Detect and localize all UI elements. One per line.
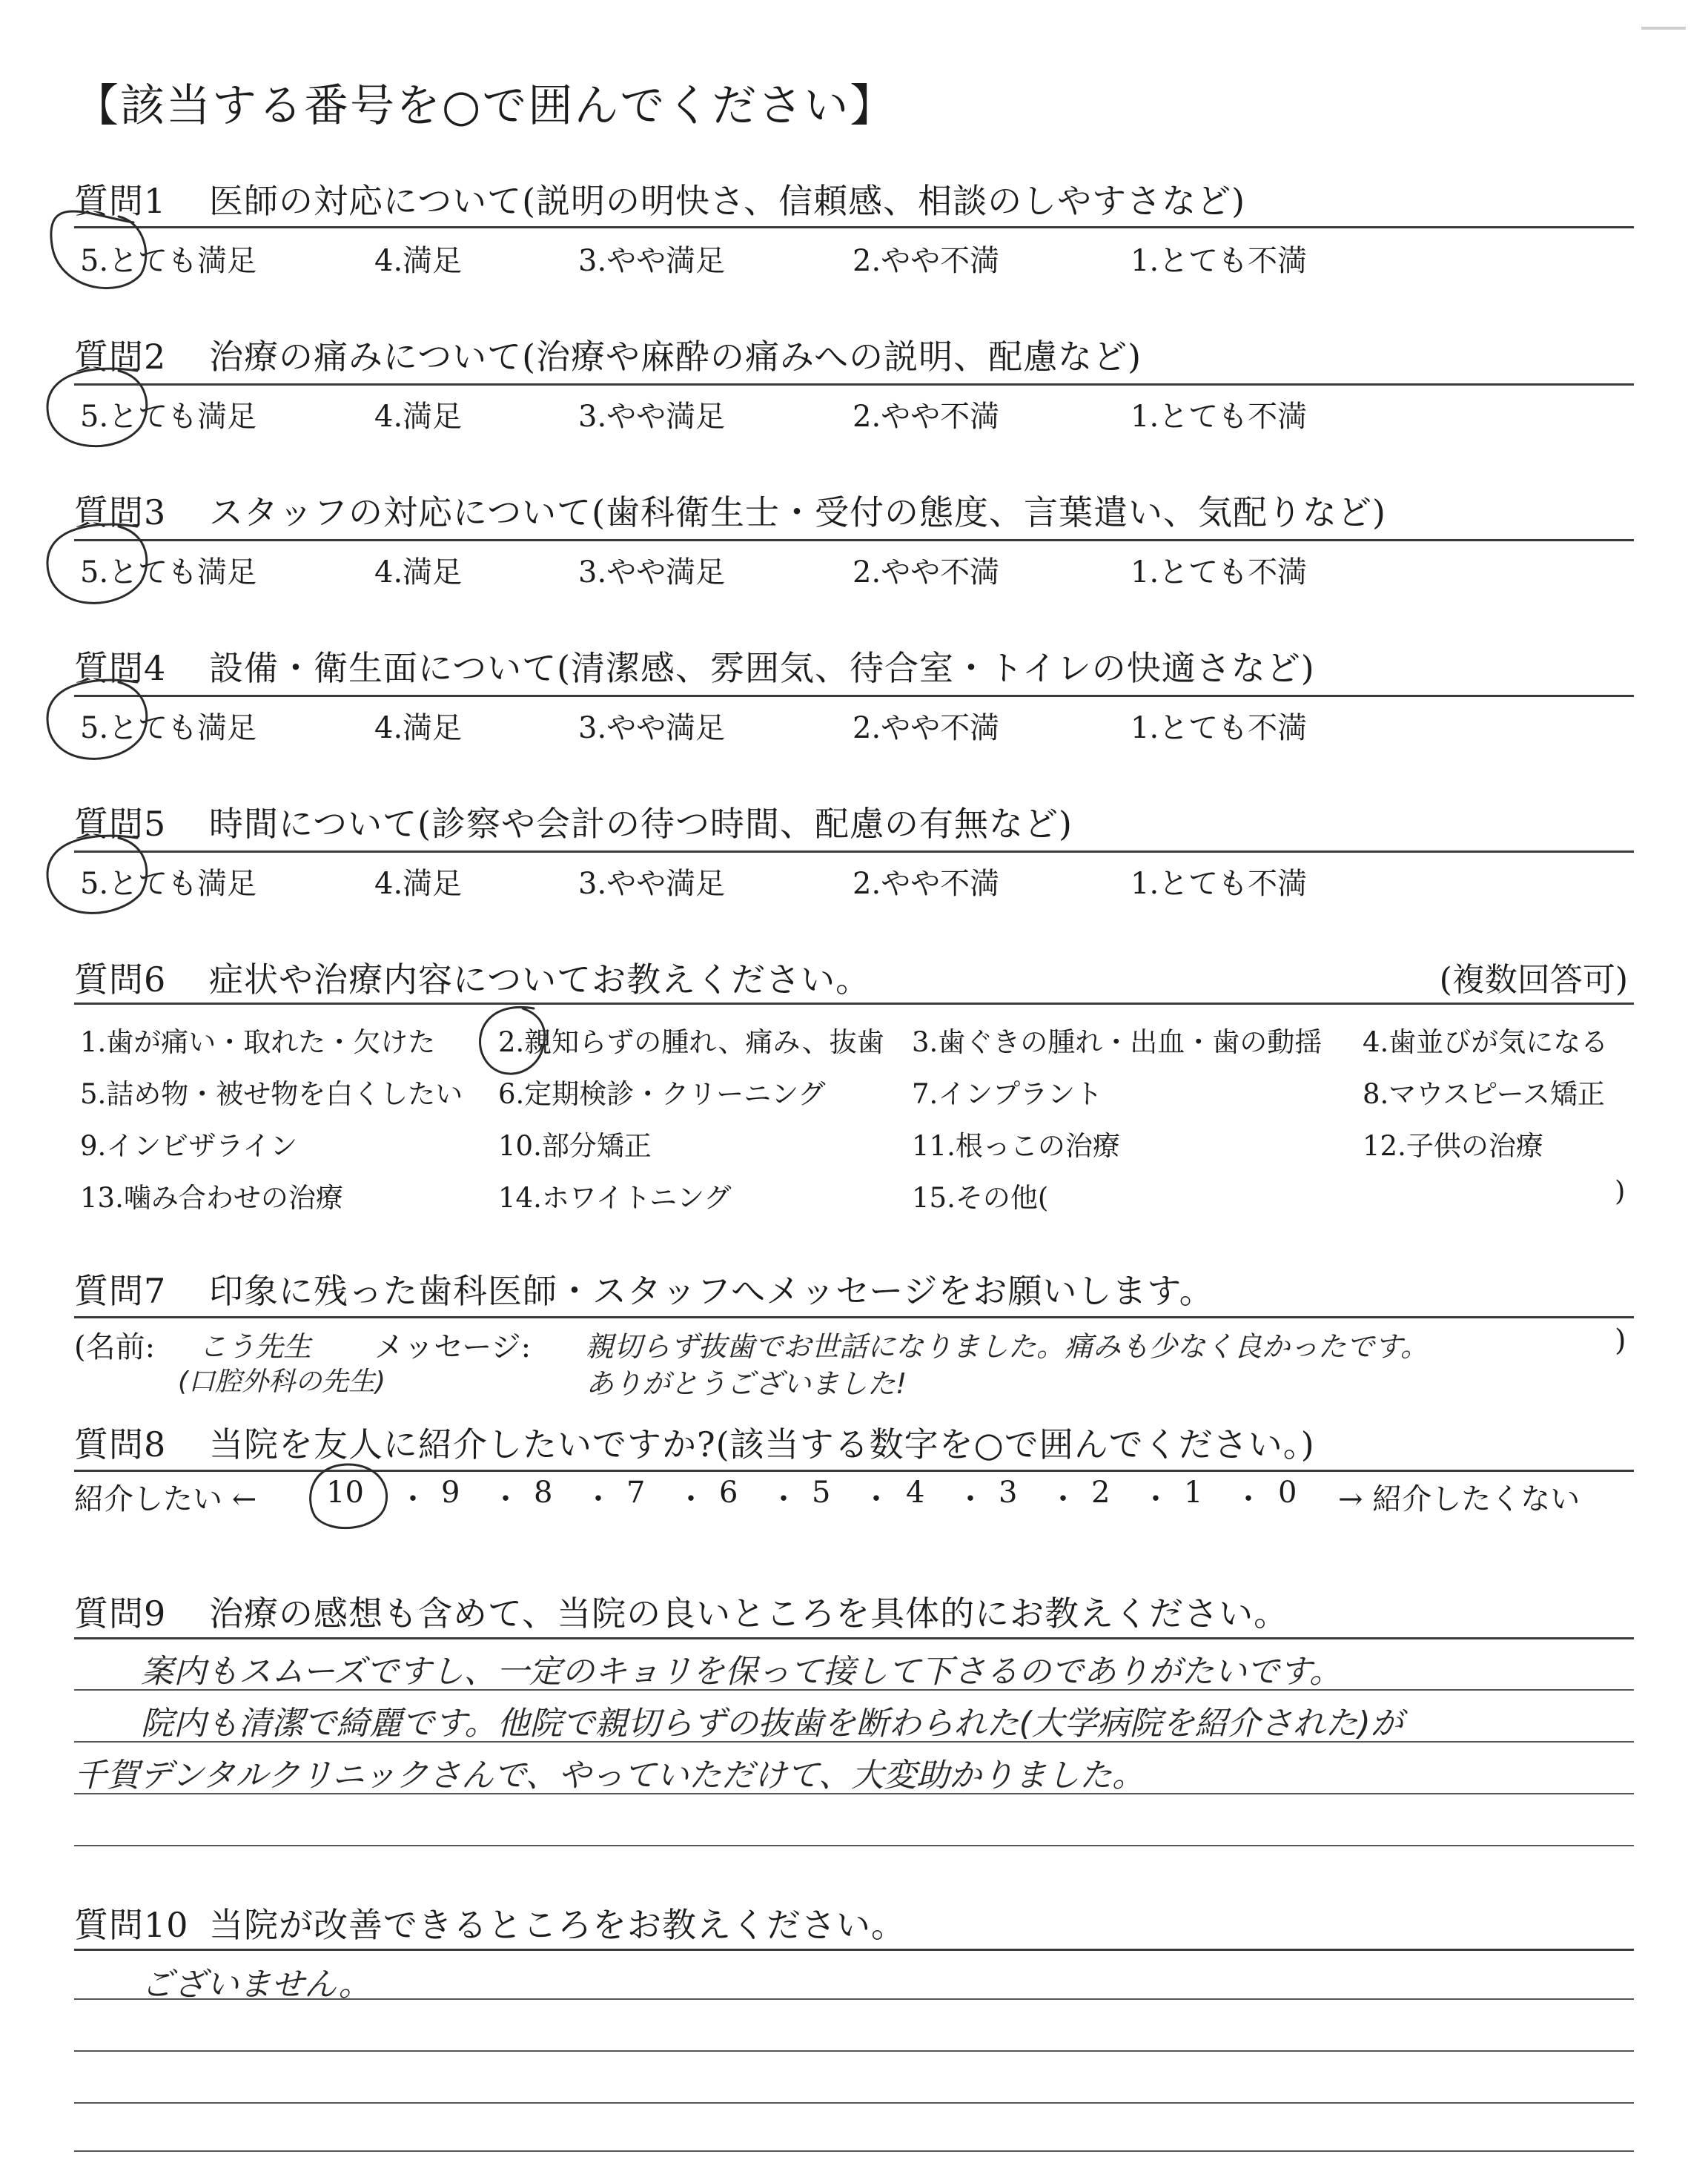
q2-selection-circle: [47, 369, 147, 446]
q5-selection-circle: [47, 836, 147, 913]
q4-option-3[interactable]: 3.やや満足: [578, 711, 726, 745]
q8-scale-10[interactable]: 10: [326, 1476, 364, 1510]
q3-option-1[interactable]: 1.とても不満: [1131, 555, 1308, 589]
q10-answer: ございません。: [141, 1966, 371, 2004]
q8-scale-0[interactable]: 0: [1278, 1476, 1297, 1510]
question-1-number: 質問1: [74, 181, 167, 221]
question-1-text: 医師の対応について(説明の明快さ、信頼感、相談のしやすさなど): [209, 181, 1246, 221]
q4-option-2[interactable]: 2.やや不満: [853, 711, 1000, 745]
q9-answer-line-3: 千賀デンタルクリニックさんで、やっていただけて、大変助かりました。: [74, 1757, 1145, 1794]
q2-option-1[interactable]: 1.とても不満: [1131, 400, 1308, 434]
q3-option-3[interactable]: 3.やや満足: [578, 555, 726, 589]
q6-item-11[interactable]: 11.根っこの治療: [912, 1130, 1120, 1162]
q2-option-4[interactable]: 4.満足: [374, 400, 463, 434]
q8-scale-2[interactable]: 2: [1091, 1476, 1110, 1510]
q6-selection-circle: [480, 1007, 545, 1074]
page-heading: 【該当する番号を○で囲んでください】: [74, 80, 896, 132]
question-3-text: スタッフの対応について(歯科衛生士・受付の態度、言葉遣い、気配りなど): [209, 492, 1386, 532]
q6-item-1[interactable]: 1.歯が痛い・取れた・欠けた: [80, 1026, 436, 1058]
q3-option-4[interactable]: 4.満足: [374, 555, 463, 589]
q6-item-12[interactable]: 12.子供の治療: [1363, 1130, 1543, 1162]
q6-item-8[interactable]: 8.マウスピース矯正: [1363, 1078, 1605, 1110]
question-2-number: 質問2: [74, 337, 167, 377]
question-2-text: 治療の痛みについて(治療や麻酔の痛みへの説明、配慮など): [209, 337, 1142, 377]
q7-message-label: メッセージ:: [374, 1330, 532, 1364]
q5-option-2[interactable]: 2.やや不満: [853, 867, 1000, 901]
q7-handwritten-message-line-2: ありがとうございました!: [586, 1367, 907, 1400]
q8-scale-5[interactable]: 5: [812, 1476, 831, 1510]
question-4-number: 質問4: [74, 648, 167, 688]
q8-scale-4[interactable]: 4: [906, 1476, 925, 1510]
question-4-text: 設備・衛生面について(清潔感、雰囲気、待合室・トイレの快適さなど): [209, 648, 1315, 688]
q4-option-5[interactable]: 5.とても満足: [80, 711, 257, 745]
q6-item-15[interactable]: 15.その他(: [912, 1182, 1049, 1214]
q3-option-5[interactable]: 5.とても満足: [80, 555, 257, 589]
q6-item-5[interactable]: 5.詰め物・被せ物を白くしたい: [80, 1078, 463, 1110]
q6-item-15-close: ): [1615, 1175, 1626, 1207]
q1-option-3[interactable]: 3.やや満足: [578, 244, 726, 278]
q8-scale-6[interactable]: 6: [719, 1476, 738, 1510]
q6-item-10[interactable]: 10.部分矯正: [498, 1130, 652, 1162]
q7-name-label: (名前:: [74, 1330, 156, 1364]
q3-option-2[interactable]: 2.やや不満: [853, 555, 1000, 589]
q6-item-4[interactable]: 4.歯並びが気になる: [1363, 1026, 1609, 1058]
question-9-number: 質問9: [74, 1593, 167, 1634]
q6-item-13[interactable]: 13.噛み合わせの治療: [80, 1182, 343, 1214]
q6-item-9[interactable]: 9.インビザライン: [80, 1130, 298, 1162]
question-6-number: 質問6: [74, 960, 167, 1000]
q8-right-label: → 紹介したくない: [1338, 1482, 1580, 1516]
q5-option-3[interactable]: 3.やや満足: [578, 867, 726, 901]
question-6-text: 症状や治療内容についてお教えください。: [209, 960, 871, 1000]
question-7-text: 印象に残った歯科医師・スタッフへメッセージをお願いします。: [209, 1271, 1214, 1311]
question-3-number: 質問3: [74, 492, 167, 532]
q6-item-14[interactable]: 14.ホワイトニング: [498, 1182, 732, 1214]
q6-item-7[interactable]: 7.インプラント: [912, 1078, 1103, 1110]
q7-handwritten-name: こう先生: [199, 1330, 312, 1363]
q1-option-2[interactable]: 2.やや不満: [853, 244, 1000, 278]
question-6-note: (複数回答可): [1439, 961, 1628, 999]
q9-answer-line-2: 院内も清潔で綺麗です。他院で親切らずの抜歯を断わられた(大学病院を紹介された)が: [141, 1705, 1403, 1743]
q8-scale-7[interactable]: 7: [626, 1476, 646, 1510]
q8-scale-9[interactable]: 9: [441, 1476, 460, 1510]
q2-option-5[interactable]: 5.とても満足: [80, 400, 257, 434]
question-10-text: 当院が改善できるところをお教えください。: [209, 1905, 906, 1945]
q3-selection-circle: [47, 524, 147, 603]
q5-option-1[interactable]: 1.とても不満: [1131, 867, 1308, 901]
q7-handwritten-name-note: (口腔外科の先生): [178, 1367, 386, 1397]
q5-option-4[interactable]: 4.満足: [374, 867, 463, 901]
q6-item-6[interactable]: 6.定期検診・クリーニング: [498, 1078, 826, 1110]
q8-scale-3[interactable]: 3: [999, 1476, 1018, 1510]
q1-option-5[interactable]: 5.とても満足: [80, 244, 257, 278]
q2-option-3[interactable]: 3.やや満足: [578, 400, 726, 434]
q6-item-2[interactable]: 2.親知らずの腫れ、痛み、抜歯: [498, 1026, 884, 1058]
q1-option-4[interactable]: 4.満足: [374, 244, 463, 278]
q8-scale-8[interactable]: 8: [534, 1476, 553, 1510]
q7-close-paren: ): [1615, 1324, 1626, 1358]
q2-option-2[interactable]: 2.やや不満: [853, 400, 1000, 434]
q7-handwritten-message-line-1: 親切らず抜歯でお世話になりました。痛みも少なく良かったです。: [586, 1330, 1429, 1363]
question-8-number: 質問8: [74, 1424, 167, 1464]
question-5-text: 時間について(診察や会計の待つ時間、配慮の有無など): [209, 804, 1073, 844]
question-7-number: 質問7: [74, 1271, 167, 1311]
q9-answer-line-1: 案内もスムーズですし、一定のキョリを保って接して下さるのでありがたいです。: [141, 1653, 1343, 1691]
q4-option-4[interactable]: 4.満足: [374, 711, 463, 745]
q6-item-3[interactable]: 3.歯ぐきの腫れ・出血・歯の動揺: [912, 1026, 1323, 1058]
q1-option-1[interactable]: 1.とても不満: [1131, 244, 1308, 278]
q8-selection-circle: [311, 1464, 387, 1528]
question-9-text: 治療の感想も含めて、当院の良いところを具体的にお教えください。: [209, 1593, 1289, 1634]
q5-option-5[interactable]: 5.とても満足: [80, 867, 257, 901]
question-5-number: 質問5: [74, 804, 167, 844]
q4-option-1[interactable]: 1.とても不満: [1131, 711, 1308, 745]
q1-selection-circle: [51, 211, 146, 288]
q4-selection-circle: [47, 680, 147, 759]
q8-left-label: 紹介したい ←: [74, 1482, 257, 1516]
q8-scale-1[interactable]: 1: [1184, 1476, 1203, 1510]
question-10-number: 質問10: [74, 1905, 189, 1945]
question-8-text: 当院を友人に紹介したいですか?(該当する数字を○で囲んでください。): [209, 1424, 1315, 1464]
survey-page: 【該当する番号を○で囲んでください】 質問1 医師の対応について(説明の明快さ、信頼感、相談のしやすさなど) 5.とても満足 4.満足 3.やや満足 2.やや不満 1.とても不満 質問2 治療の痛みについて(治療や麻酔の痛みへの説明、配慮など) 5.とても満足 4.満足 3.やや満足 2.やや不満 1.とても不満 質問3 スタッフの対応について(歯科衛生士・受付の態度、言葉遣い、気配りなど) 5.とても満足 4.満足 3.やや満足 2.やや不満 1.とても不満 質問4 設備・衛生面について(清潔感、雰囲気、待合室・トイレの快適さなど) 5.とても満足 4.満足 3.やや満足 2.やや不満 1.とても不満 質問5 時間について(診察や会計の待つ時間、配慮の有無など) 5.とても満足 4.満足 3.やや満足 2.やや不満 1.とても不満 質問6 症状や治療内容についてお教えください。 (複数回答可) 1.歯が痛い・取れた・欠けた 2.親知らずの腫れ、痛み、抜歯 3.歯ぐきの腫れ・出血・歯の動揺 4.歯並びが気になる 5.詰め物・被せ物を白くしたい 6.定期検診・クリーニング 7.インプラント 8.マウスピース矯正 9.インビザライン 10.部分矯正 11.根っこの治療 12.子供の治療 13.噛み合わせの治療 14.ホワイトニング 15.その他( ) 質問7 印象に残った歯科医師・スタッフへメッセージをお願いします。 (名前: メッセージ: ) こう先生 (口腔外科の先生) 親切らず抜歯でお世話になりました。痛みも少なく良かったです。 ありがとうございました! 質問8 当院を友人に紹介したいですか?(該当する数字を○で囲んでください。) 紹介したい ← 10 ・ 9 ・ 8 ・ 7 ・ 6 ・ 5 ・ 4 ・ 3 ・ 2 ・ 1 ・ 0 → 紹介したくない 質問9 治療の感想も含めて、当院の良いところを具体的にお教えください。 案内もスムーズですし、一定のキョリを保って接して下さるのでありがたいです。 院内も清潔で綺麗です。他院で親切らずの抜歯を断わられた(大学病院を紹介された)が 千賀デンタルクリニックさんで、やっていただけて、大変助かりました。 質問10 当院が改善できるところをお教えください。 ございません。: [0, 0, 1708, 2160]
